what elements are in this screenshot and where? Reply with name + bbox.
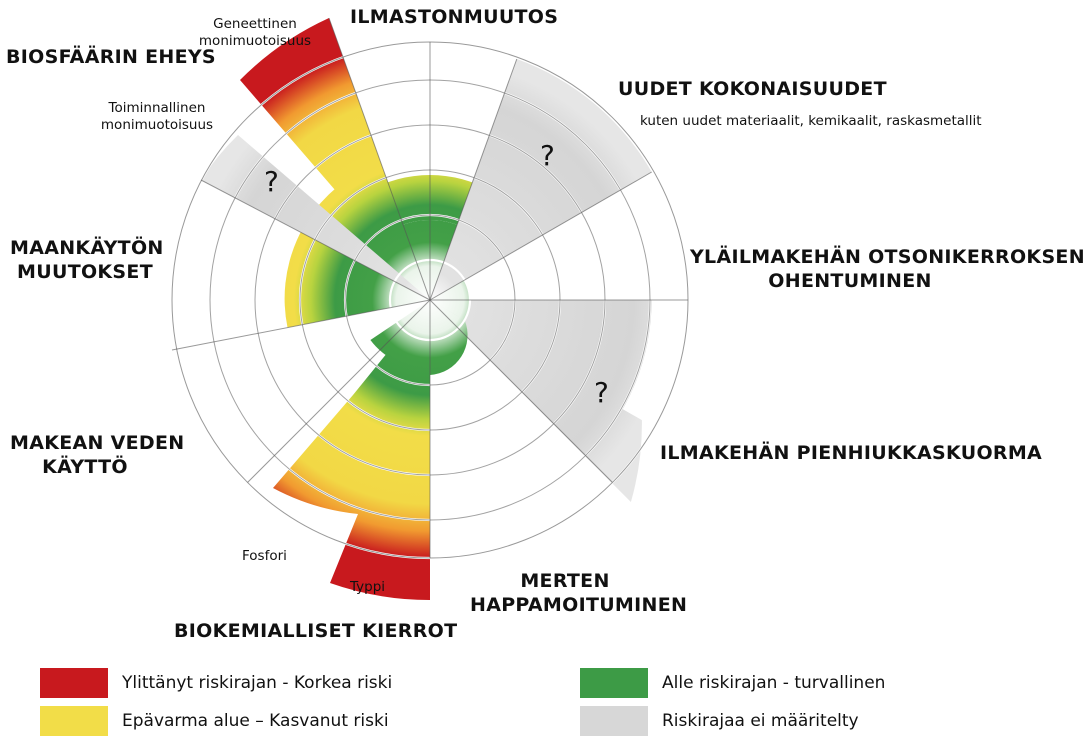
label-freshwater xyxy=(10,432,185,480)
label-landuse-line2: MUUTOKSET xyxy=(17,260,153,283)
label-ozone-line1: YLÄILMAKEHÄN OTSONIKERROKSEN xyxy=(690,246,1085,268)
label-novel-entities-sub: kuten uudet materiaalit, kemikaalit, raskasmetallit xyxy=(640,113,982,129)
novel-entities-question-mark: ? xyxy=(540,139,555,172)
legend-item-yellow xyxy=(40,706,389,736)
label-biogeochemical: BIOKEMIALLISET KIERROT xyxy=(174,620,458,642)
label-novel-entities: UUDET KOKONAISUUDET xyxy=(618,78,887,100)
label-ocean-line2: HAPPAMOITUMINEN xyxy=(470,593,688,616)
legend-label-yellow: Epävarma alue – Kasvanut riski xyxy=(122,711,389,731)
label-genetic-diversity: Geneettinen monimuotoisuus xyxy=(198,16,312,49)
legend-item-red xyxy=(40,668,392,698)
legend-swatch-red xyxy=(40,668,108,698)
functional-diversity-question-mark: ? xyxy=(264,165,279,198)
label-freshwater-line1: MAKEAN VEDEN xyxy=(10,432,185,454)
legend-label-red: Ylittänyt riskirajan - Korkea riski xyxy=(122,673,393,693)
legend-item-grey xyxy=(580,706,859,736)
label-ozone-line2: OHENTUMINEN xyxy=(768,269,932,292)
biogeochemical-wedge xyxy=(273,300,430,600)
label-aerosol: ILMAKEHÄN PIENHIUKKASKUORMA xyxy=(660,442,1043,464)
label-functional-diversity: Toiminnallinen monimuotoisuus xyxy=(100,100,214,133)
label-landuse xyxy=(10,237,164,285)
label-ozone xyxy=(690,246,1085,294)
label-nitrogen: Typpi xyxy=(350,579,386,595)
label-ocean-line1: MERTEN xyxy=(520,570,610,592)
label-freshwater-line2: KÄYTTÖ xyxy=(42,455,128,478)
label-climate: ILMASTONMUUTOS xyxy=(350,6,559,28)
legend-item-green xyxy=(580,668,885,698)
legend-swatch-green xyxy=(580,668,648,698)
legend-label-grey: Riskirajaa ei määritelty xyxy=(662,711,859,731)
label-biosphere: BIOSFÄÄRIN EHEYS xyxy=(6,46,216,68)
boundary-wedges xyxy=(201,18,652,600)
label-landuse-line1: MAANKÄYTÖN xyxy=(10,237,164,259)
label-phosphorus: Fosfori xyxy=(242,548,287,564)
label-ocean xyxy=(470,570,688,618)
legend-swatch-yellow xyxy=(40,706,108,736)
legend-label-green: Alle riskirajan - turvallinen xyxy=(662,673,886,693)
aerosol-question-mark: ? xyxy=(594,376,609,409)
legend-swatch-grey xyxy=(580,706,648,736)
